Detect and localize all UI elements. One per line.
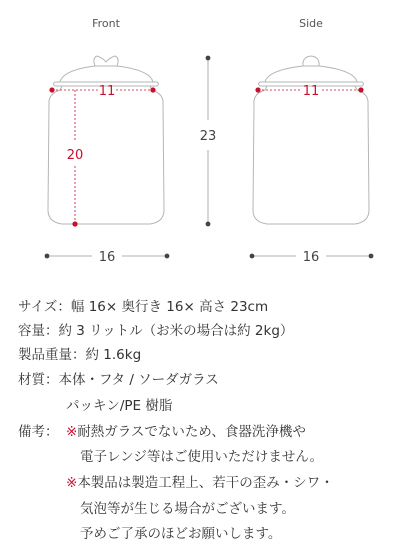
dimension-endpoint [358,87,363,92]
note-text: 本製品は製造工程上、若干の歪み・シワ・ [77,475,334,491]
side-base-width-label: 16 [302,250,320,265]
note2-line1 [66,472,334,494]
dimension-endpoint [150,87,155,92]
note-mark: ※ [66,475,78,491]
dimension-endpoint [206,56,211,61]
dimension-endpoint [255,87,260,92]
side-base-dimension [250,250,374,265]
dimension-endpoint [206,222,211,227]
spec-material-packing: パッキン/PE 樹脂 [66,398,173,414]
dimension-endpoint [49,87,54,92]
front-view-label: Front [92,17,120,30]
dimension-endpoint [250,254,255,259]
dimension-endpoint [165,254,170,259]
note1-line1 [66,421,306,443]
front-body-height-dimension [67,90,84,227]
front-jar-outline [48,56,164,224]
side-jar-outline [253,56,369,224]
spec-capacity: 容量：約 3 リットル（お米の場合は約 2kg） [18,323,294,339]
note2-line2: 気泡等が生じる場合がございます。 [80,501,295,517]
front-base-dimension [45,250,170,265]
note-mark: ※ [66,424,78,440]
front-mouth-width-label: 11 [98,84,116,99]
front-base-width-label: 16 [98,250,116,265]
front-body-height-label: 20 [66,148,84,163]
dimension-endpoint [72,221,77,226]
spec-size: サイズ：幅 16× 奥行き 16× 高さ 23cm [18,299,269,315]
notes-label: 備考： [18,424,59,440]
note-text: 耐熱ガラスでないため、食器洗浄機や [77,424,306,440]
side-view-label: Side [299,17,323,30]
total-height-label: 23 [199,129,217,144]
dimension-endpoint [45,254,50,259]
dimension-endpoint [369,254,374,259]
note2-line3: 予めご了承のほどお願いします。 [80,526,282,542]
total-height-dimension [200,56,217,227]
spec-weight: 製品重量：約 1.6kg [18,347,142,363]
spec-material: 材質：本体・フタ / ソーダガラス [18,372,219,388]
note1-line2: 電子レンジ等はご使用いただけません。 [80,449,324,465]
side-mouth-width-label: 11 [302,84,320,99]
